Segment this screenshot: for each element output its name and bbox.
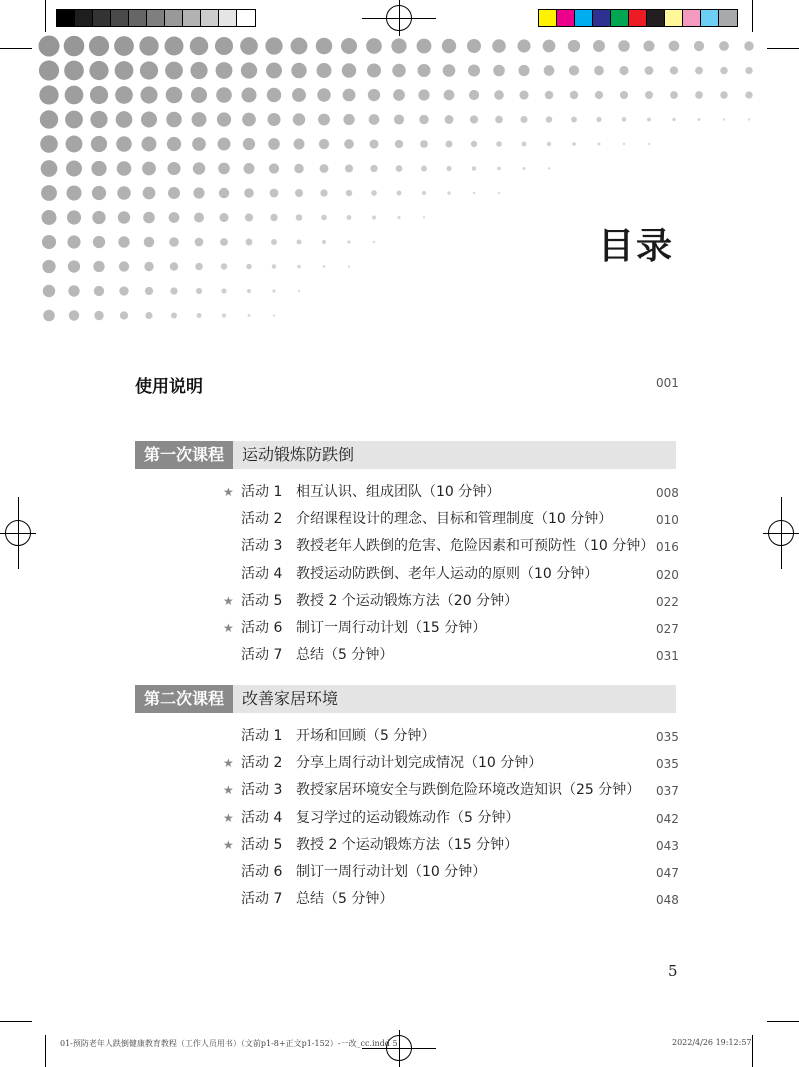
course-header-1 (135, 441, 676, 469)
activity-page: 035 (656, 757, 679, 771)
activity-page: 027 (656, 622, 679, 636)
intro-entry-page: 001 (656, 376, 679, 390)
page-title: 目录 (598, 226, 675, 267)
activity-page: 042 (656, 812, 679, 826)
activity-page: 047 (656, 866, 679, 880)
toc-entry (220, 889, 680, 909)
activity-number: 活动 7 (241, 647, 283, 663)
activity-page: 037 (656, 784, 679, 798)
intro-entry-label: 使用说明 (135, 377, 203, 397)
activity-title: 分享上周行动计划完成情况（10 分钟） (296, 755, 543, 771)
color-swatch (75, 10, 93, 26)
color-swatch (611, 10, 629, 26)
course-tag: 第二次课程 (135, 685, 233, 713)
page-number: 5 (668, 962, 678, 980)
activity-number: 活动 3 (241, 538, 283, 554)
toc-entry (220, 509, 680, 529)
toc-entry (220, 482, 680, 502)
star-icon: ★ (223, 838, 234, 852)
activity-title: 复习学过的运动锻炼动作（5 分钟） (296, 810, 520, 826)
activity-page: 010 (656, 513, 679, 527)
activity-number: 活动 5 (241, 593, 283, 609)
color-swatch (111, 10, 129, 26)
activity-title: 相互认识、组成团队（10 分钟） (296, 484, 501, 500)
activity-page: 022 (656, 595, 679, 609)
toc-entry (220, 780, 680, 800)
activity-title: 制订一周行动计划（10 分钟） (296, 864, 487, 880)
activity-title: 教授运动防跌倒、老年人运动的原则（10 分钟） (296, 566, 599, 582)
activity-page: 008 (656, 486, 679, 500)
activity-number: 活动 6 (241, 864, 283, 880)
color-swatch (575, 10, 593, 26)
activity-page: 031 (656, 649, 679, 663)
color-swatch (665, 10, 683, 26)
activity-number: 活动 6 (241, 620, 283, 636)
toc-entry (220, 618, 680, 638)
color-swatch (183, 10, 201, 26)
activity-number: 活动 2 (241, 755, 283, 771)
activity-number: 活动 4 (241, 566, 283, 582)
activity-title: 教授家居环境安全与跌倒危险环境改造知识（25 分钟） (296, 782, 641, 798)
color-swatch (129, 10, 147, 26)
color-swatch (719, 10, 737, 26)
activity-title: 教授 2 个运动锻炼方法（20 分钟） (296, 593, 519, 609)
toc-entry (220, 645, 680, 665)
star-icon: ★ (223, 594, 234, 608)
slug-datetime: 2022/4/26 19:12:57 (672, 1038, 752, 1047)
grayscale-color-bar (56, 9, 256, 27)
halftone-dot-pattern (0, 0, 799, 340)
toc-entry (220, 536, 680, 556)
activity-title: 教授 2 个运动锻炼方法（15 分钟） (296, 837, 519, 853)
activity-page: 020 (656, 568, 679, 582)
activity-title: 教授老年人跌倒的危害、危险因素和可预防性（10 分钟） (296, 538, 655, 554)
process-color-bar (538, 9, 738, 27)
toc-entry (220, 862, 680, 882)
color-swatch (147, 10, 165, 26)
color-swatch (701, 10, 719, 26)
color-swatch (219, 10, 237, 26)
toc-entry (220, 835, 680, 855)
activity-number: 活动 3 (241, 782, 283, 798)
color-swatch (539, 10, 557, 26)
star-icon: ★ (223, 756, 234, 770)
activity-number: 活动 4 (241, 810, 283, 826)
course-tag: 第一次课程 (135, 441, 233, 469)
star-icon: ★ (223, 485, 234, 499)
activity-page: 048 (656, 893, 679, 907)
color-swatch (683, 10, 701, 26)
color-swatch (201, 10, 219, 26)
star-icon: ★ (223, 621, 234, 635)
color-swatch (557, 10, 575, 26)
activity-number: 活动 2 (241, 511, 283, 527)
star-icon: ★ (223, 783, 234, 797)
activity-number: 活动 7 (241, 891, 283, 907)
toc-entry (220, 726, 680, 746)
color-swatch (57, 10, 75, 26)
color-swatch (93, 10, 111, 26)
slug-file-info: 01-预防老年人跌倒健康教育教程（工作人员用书）（文前p1-8+正文p1-152）-一改_cc.indd 5 (60, 1039, 398, 1048)
color-swatch (165, 10, 183, 26)
course-name: 运动锻炼防跌倒 (242, 445, 355, 464)
activity-page: 035 (656, 730, 679, 744)
activity-title: 介绍课程设计的理念、目标和管理制度（10 分钟） (296, 511, 613, 527)
color-swatch (647, 10, 665, 26)
activity-title: 总结（5 分钟） (296, 891, 394, 907)
color-swatch (629, 10, 647, 26)
activity-title: 总结（5 分钟） (296, 647, 394, 663)
color-swatch (237, 10, 255, 26)
toc-entry (220, 753, 680, 773)
course-header-2 (135, 685, 676, 713)
activity-page: 043 (656, 839, 679, 853)
activity-number: 活动 1 (241, 484, 283, 500)
toc-entry (220, 564, 680, 584)
activity-number: 活动 5 (241, 837, 283, 853)
activity-title: 开场和回顾（5 分钟） (296, 728, 436, 744)
activity-page: 016 (656, 540, 679, 554)
activity-title: 制订一周行动计划（15 分钟） (296, 620, 487, 636)
course-name: 改善家居环境 (242, 689, 339, 708)
color-swatch (593, 10, 611, 26)
toc-entry (220, 808, 680, 828)
activity-number: 活动 1 (241, 728, 283, 744)
toc-entry (220, 591, 680, 611)
star-icon: ★ (223, 811, 234, 825)
